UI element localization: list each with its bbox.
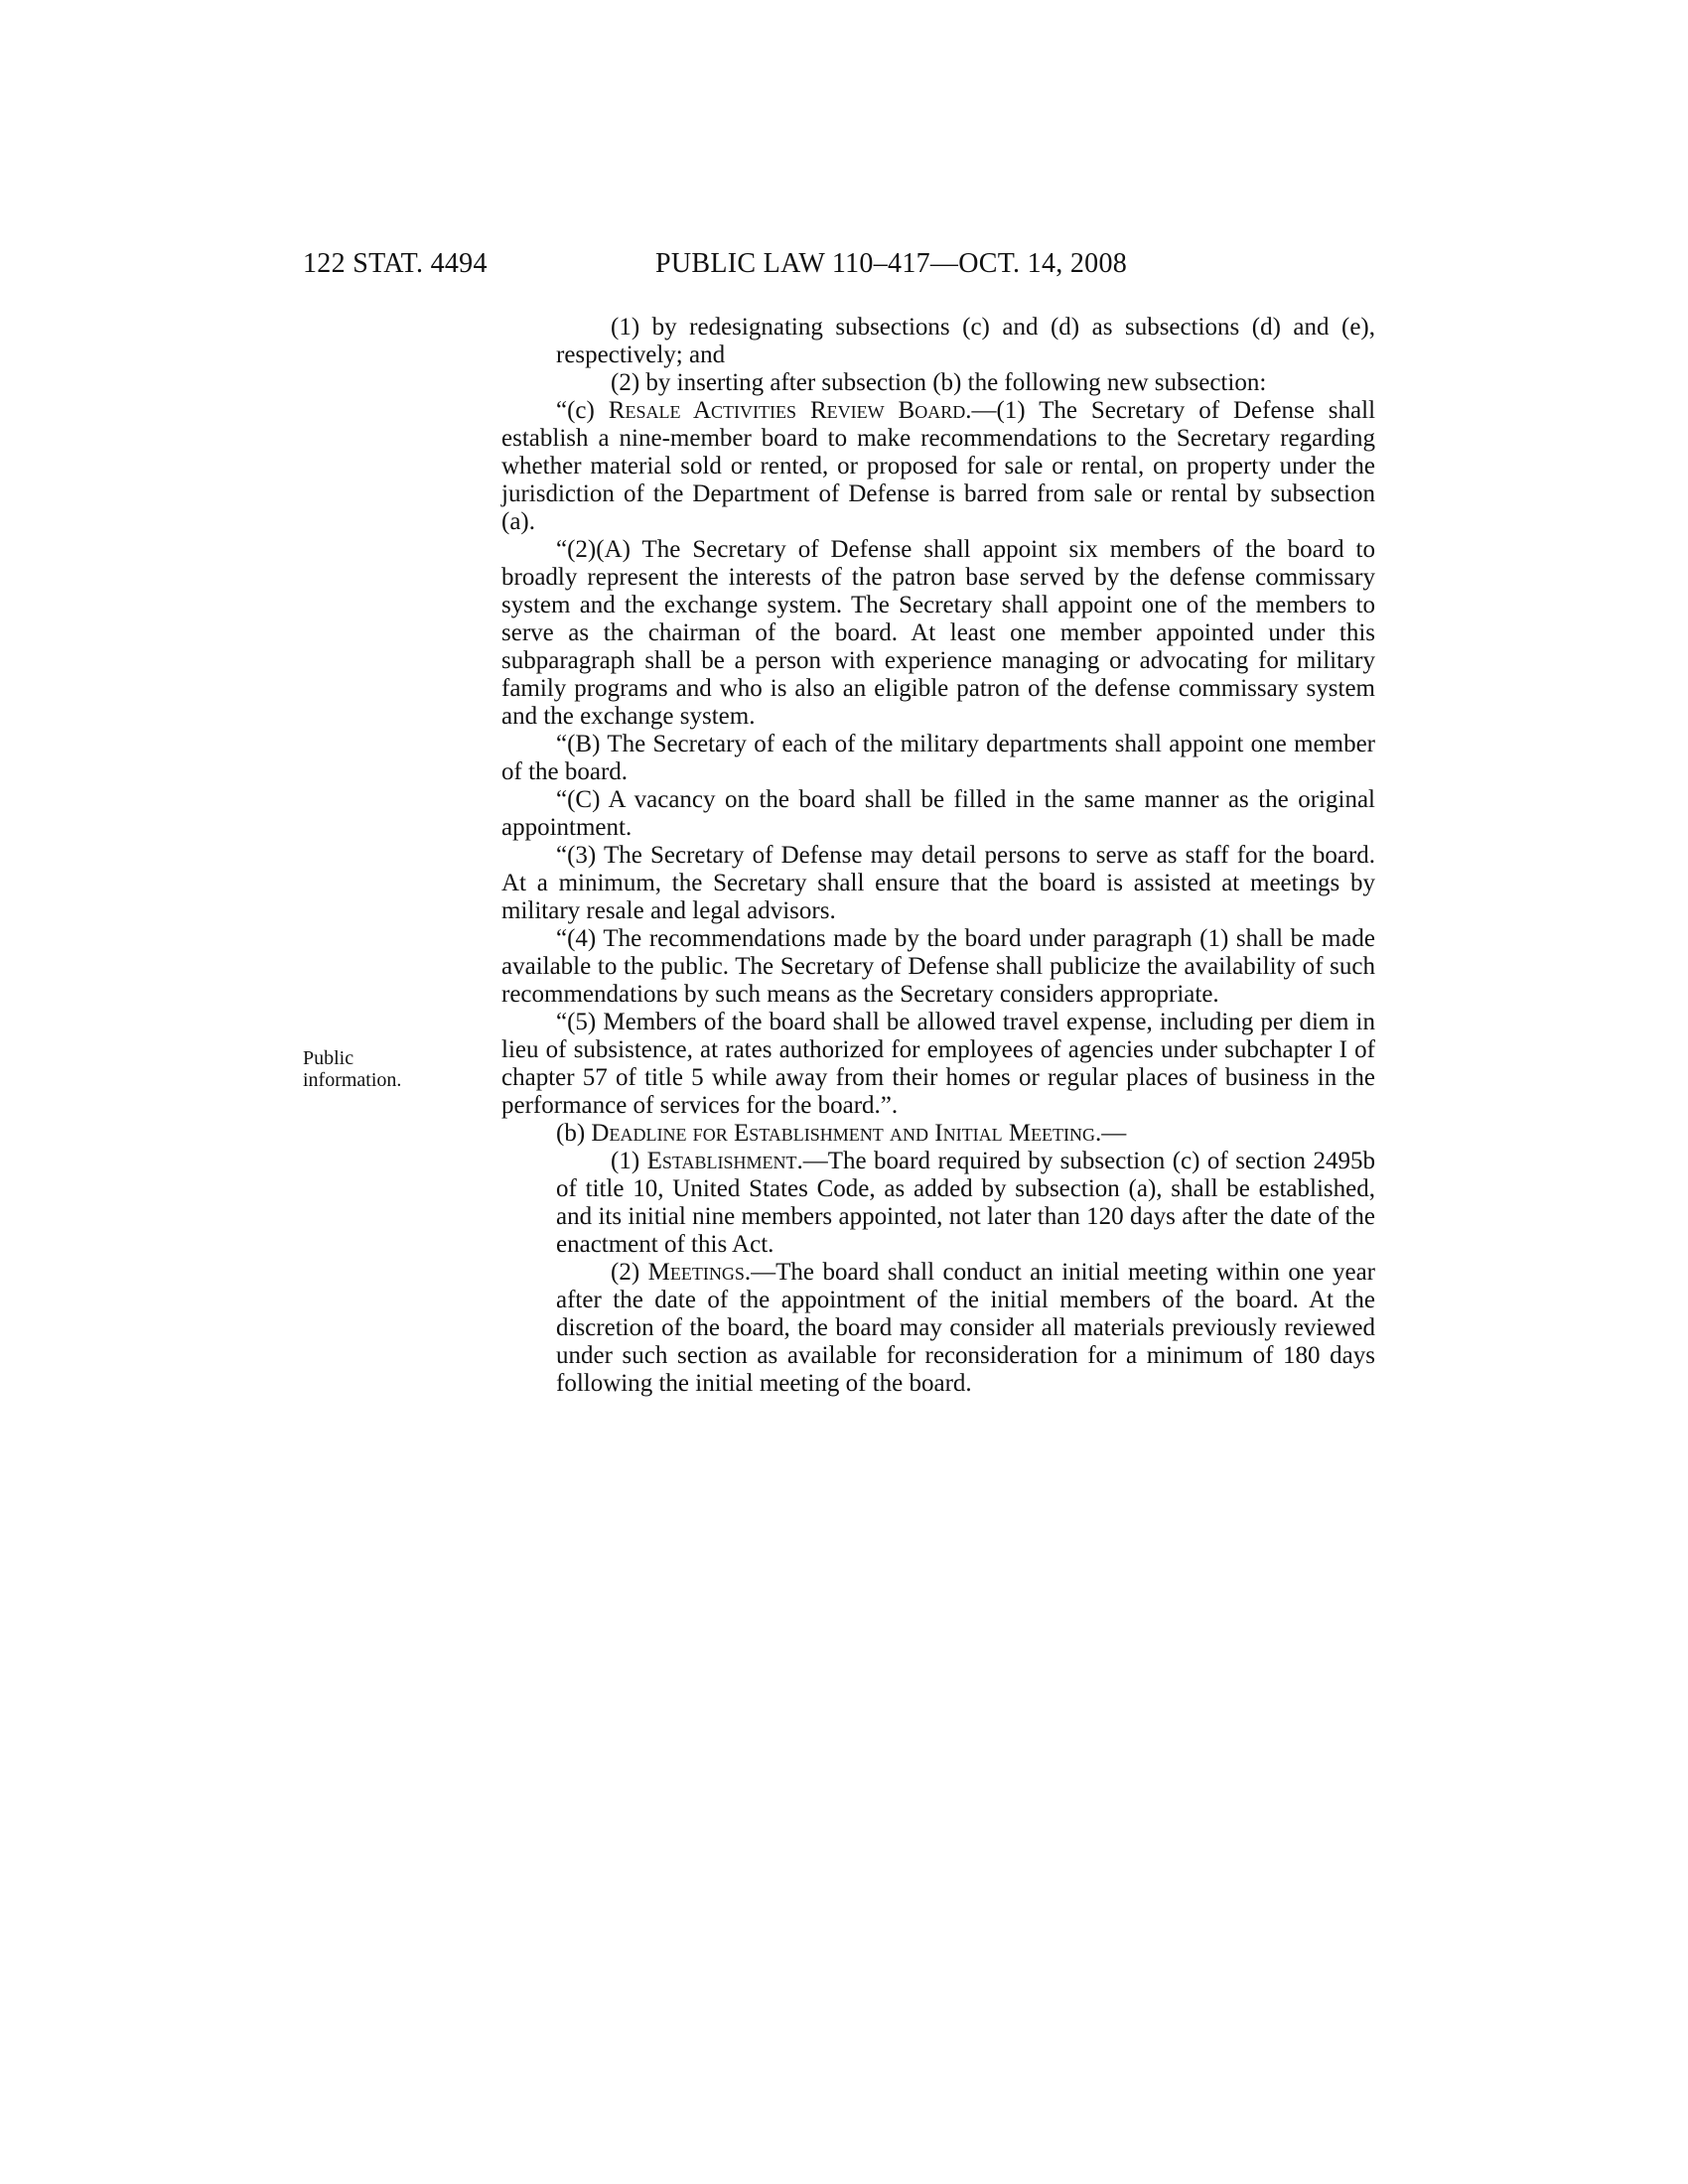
paragraph-2: (2) by inserting after subsection (b) the following new subsection: (611, 369, 1267, 396)
subsection-c-heading: Resale Activities Review Board (608, 397, 966, 424)
subsection-b-1 (501, 1148, 1375, 1259)
subsection-c-3: “(3) The Secretary of Defense may detail persons to serve as staff for the board. At a minimum, the Secretary shall ensure that the board is assisted at meetings by military resale and legal advisors. (501, 842, 1375, 924)
subsection-c-1 (501, 397, 1375, 536)
subsection-b-1-heading: Establishment (646, 1148, 797, 1174)
subsection-c-2a: “(2)(A) The Secretary of Defense shall appoint six members of the board to broadly represent the interests of the patron base served by the defense commissary system and the exchange system. The Secretary shall appoint one of the members to serve as the chairman of the board. At least one member appointed under this subparagraph shall be a person with experience managing or advocating for military family programs and who is also an eligible patron of the defense commissary system and the exchange system. (501, 536, 1375, 730)
page-law-header: PUBLIC LAW 110–417—OCT. 14, 2008 (655, 248, 1128, 279)
statute-body (501, 314, 1375, 1398)
subsection-b-1-text: .—The board required by subsection (c) of section 2495b of title 10, United States Code, as added by subsection (a), shall be established, and its initial nine members appointed, not later than 120 days after the date of the enactment of this Act. (556, 1148, 1375, 1258)
subsection-b-open: (b) (556, 1120, 592, 1147)
margin-note-line-2: information. (303, 1069, 402, 1091)
subsection-c-open: “(c) (556, 397, 609, 424)
subsection-c-text: .—(1) The Secretary of Defense shall establish a nine-member board to make recommendations to the Secretary regarding whether material sold or rented, or proposed for sale or rental, on property under the jurisdiction of the Department of Defense is barred from sale or rental by subsection (a). (501, 397, 1376, 535)
subsection-c-5: “(5) Members of the board shall be allowed travel expense, including per diem in lieu of subsistence, at rates authorized for employees of agencies under subchapter I of chapter 57 of title 5 while away from their homes or regular places of business in the performance of services for the board.”. (501, 1009, 1375, 1119)
subsection-b-2 (501, 1259, 1375, 1398)
subsection-c-4: “(4) The recommendations made by the board under paragraph (1) shall be made available to the public. The Secretary of Defense shall publicize the availability of such recommendations by such means as the Secretary considers appropriate. (501, 925, 1375, 1008)
page-stat-citation: 122 STAT. 4494 (303, 248, 488, 279)
subsection-b (501, 1120, 1375, 1148)
margin-note-line-1: Public (303, 1047, 354, 1069)
subsection-b-2-text: .—The board shall conduct an initial meeting within one year after the date of the appointment of the initial members of the board. At the discretion of the board, the board may consider all materials previously reviewed under such section as available for reconsideration for a minimum of 180 days following the initial meeting of the board. (556, 1259, 1375, 1397)
subsection-c-2b: “(B) The Secretary of each of the military departments shall appoint one member of the board. (501, 731, 1375, 785)
subsection-b-1-open: (1) (611, 1148, 647, 1174)
subsection-b-2-heading: Meetings (647, 1259, 745, 1286)
subsection-b-heading: Deadline for Establishment and Initial Meeting (591, 1120, 1096, 1147)
subsection-b-2-open: (2) (611, 1259, 648, 1286)
subsection-c-2c: “(C) A vacancy on the board shall be filled in the same manner as the original appointment. (501, 786, 1375, 841)
margin-note (303, 1047, 401, 1091)
paragraph-1: (1) by redesignating subsections (c) and (d) as subsections (d) and (e), respectively; and (556, 314, 1375, 368)
subsection-b-tail: .— (1095, 1120, 1127, 1147)
